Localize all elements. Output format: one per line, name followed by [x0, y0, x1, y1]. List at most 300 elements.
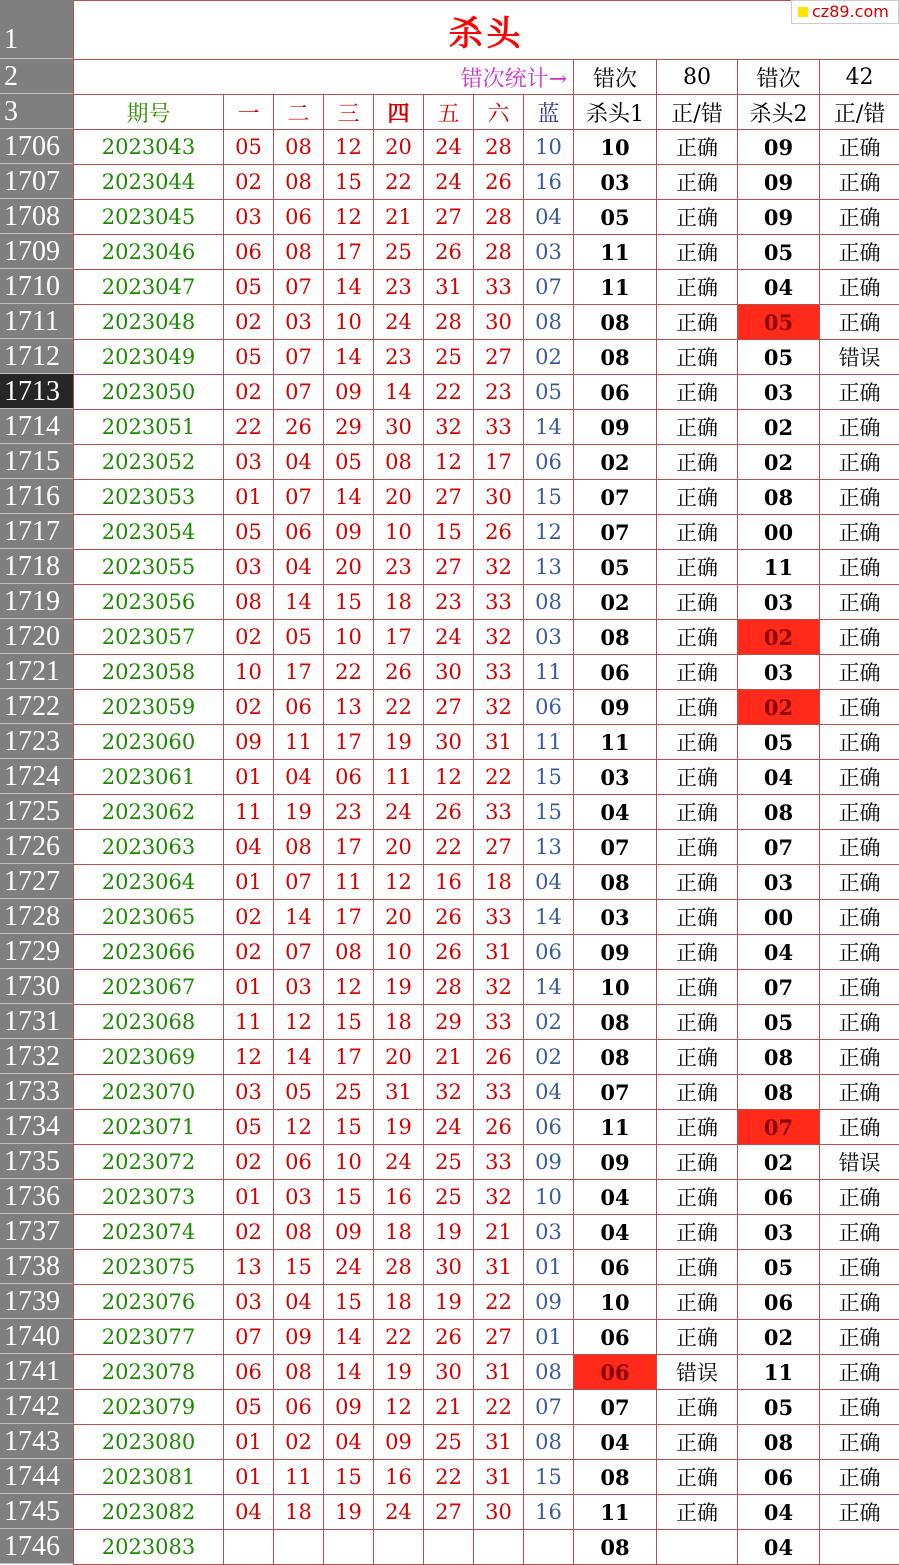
- red-ball-cell[interactable]: 32: [474, 550, 524, 585]
- kill-head-2-cell[interactable]: 06: [738, 1460, 820, 1495]
- red-ball-cell[interactable]: 21: [424, 1390, 474, 1425]
- result-2-cell[interactable]: 错误: [820, 1145, 899, 1180]
- red-ball-cell[interactable]: 01: [224, 1180, 274, 1215]
- kill-head-1-cell[interactable]: 07: [574, 480, 657, 515]
- red-ball-cell[interactable]: 22: [374, 165, 424, 200]
- result-1-cell[interactable]: 正确: [657, 690, 738, 725]
- result-1-cell[interactable]: 正确: [657, 1145, 738, 1180]
- period-cell[interactable]: 2023066: [74, 935, 224, 970]
- result-1-cell[interactable]: 正确: [657, 1040, 738, 1075]
- red-ball-cell[interactable]: 18: [374, 585, 424, 620]
- result-2-cell[interactable]: 正确: [820, 935, 899, 970]
- result-2-cell[interactable]: 正确: [820, 305, 899, 340]
- red-ball-cell[interactable]: 06: [324, 760, 374, 795]
- period-cell[interactable]: 2023082: [74, 1495, 224, 1530]
- red-ball-cell[interactable]: 21: [474, 1215, 524, 1250]
- red-ball-cell[interactable]: 14: [324, 270, 374, 305]
- red-ball-cell[interactable]: 10: [374, 515, 424, 550]
- blue-ball-cell[interactable]: 01: [524, 1320, 574, 1355]
- period-cell[interactable]: 2023077: [74, 1320, 224, 1355]
- red-ball-cell[interactable]: 03: [224, 200, 274, 235]
- row-number[interactable]: 1721: [0, 654, 73, 689]
- blue-ball-cell[interactable]: 08: [524, 305, 574, 340]
- red-ball-cell[interactable]: [274, 1530, 324, 1565]
- red-ball-cell[interactable]: 10: [374, 935, 424, 970]
- red-ball-cell[interactable]: 03: [224, 1285, 274, 1320]
- result-1-cell[interactable]: 正确: [657, 1075, 738, 1110]
- result-1-cell[interactable]: 正确: [657, 620, 738, 655]
- blue-ball-cell[interactable]: 01: [524, 1250, 574, 1285]
- kill-head-2-cell[interactable]: 07: [738, 830, 820, 865]
- red-ball-cell[interactable]: 02: [274, 1425, 324, 1460]
- result-1-cell[interactable]: 正确: [657, 1285, 738, 1320]
- red-ball-cell[interactable]: 24: [374, 305, 424, 340]
- red-ball-cell[interactable]: 09: [324, 515, 374, 550]
- row-number[interactable]: 1738: [0, 1249, 73, 1284]
- red-ball-cell[interactable]: 10: [324, 620, 374, 655]
- period-cell[interactable]: 2023073: [74, 1180, 224, 1215]
- result-2-cell[interactable]: 正确: [820, 375, 899, 410]
- red-ball-cell[interactable]: 09: [374, 1425, 424, 1460]
- row-number[interactable]: 1724: [0, 759, 73, 794]
- kill-head-2-cell[interactable]: 07: [738, 970, 820, 1005]
- red-ball-cell[interactable]: 26: [474, 165, 524, 200]
- kill-head-1-cell[interactable]: 09: [574, 410, 657, 445]
- kill-head-2-cell[interactable]: 05: [738, 1005, 820, 1040]
- column-header[interactable]: 正/错: [657, 95, 738, 130]
- kill-head-2-cell[interactable]: 03: [738, 1215, 820, 1250]
- kill-head-2-cell[interactable]: 09: [738, 200, 820, 235]
- result-1-cell[interactable]: 正确: [657, 1495, 738, 1530]
- red-ball-cell[interactable]: 15: [324, 1285, 374, 1320]
- red-ball-cell[interactable]: 15: [324, 1005, 374, 1040]
- period-cell[interactable]: 2023045: [74, 200, 224, 235]
- result-2-cell[interactable]: 正确: [820, 130, 899, 165]
- red-ball-cell[interactable]: 14: [274, 1040, 324, 1075]
- kill-head-1-cell[interactable]: 04: [574, 1215, 657, 1250]
- blue-ball-cell[interactable]: 10: [524, 130, 574, 165]
- blue-ball-cell[interactable]: 11: [524, 655, 574, 690]
- red-ball-cell[interactable]: 02: [224, 1145, 274, 1180]
- red-ball-cell[interactable]: 27: [474, 1320, 524, 1355]
- kill-head-1-cell[interactable]: 08: [574, 620, 657, 655]
- row-number[interactable]: 1742: [0, 1389, 73, 1424]
- red-ball-cell[interactable]: 28: [424, 305, 474, 340]
- kill-head-1-cell[interactable]: 08: [574, 1460, 657, 1495]
- result-2-cell[interactable]: 正确: [820, 795, 899, 830]
- red-ball-cell[interactable]: 28: [374, 1250, 424, 1285]
- period-cell[interactable]: 2023056: [74, 585, 224, 620]
- period-cell[interactable]: 2023044: [74, 165, 224, 200]
- red-ball-cell[interactable]: 22: [374, 690, 424, 725]
- red-ball-cell[interactable]: 15: [324, 585, 374, 620]
- result-2-cell[interactable]: 正确: [820, 1390, 899, 1425]
- red-ball-cell[interactable]: 31: [474, 1250, 524, 1285]
- red-ball-cell[interactable]: 25: [424, 340, 474, 375]
- red-ball-cell[interactable]: 30: [424, 725, 474, 760]
- red-ball-cell[interactable]: 22: [324, 655, 374, 690]
- red-ball-cell[interactable]: 01: [224, 480, 274, 515]
- result-1-cell[interactable]: 正确: [657, 445, 738, 480]
- blue-ball-cell[interactable]: 03: [524, 1215, 574, 1250]
- column-header[interactable]: 一: [224, 95, 274, 130]
- red-ball-cell[interactable]: 08: [324, 935, 374, 970]
- result-1-cell[interactable]: 正确: [657, 865, 738, 900]
- red-ball-cell[interactable]: 08: [274, 1215, 324, 1250]
- kill-head-2-cell[interactable]: 06: [738, 1285, 820, 1320]
- kill-head-1-cell[interactable]: 08: [574, 1005, 657, 1040]
- column-header[interactable]: 正/错: [820, 95, 899, 130]
- red-ball-cell[interactable]: 12: [324, 200, 374, 235]
- kill-head-1-cell[interactable]: 11: [574, 235, 657, 270]
- red-ball-cell[interactable]: 33: [474, 585, 524, 620]
- red-ball-cell[interactable]: 23: [374, 340, 424, 375]
- row-number[interactable]: 1746: [0, 1529, 73, 1564]
- blue-ball-cell[interactable]: 09: [524, 1285, 574, 1320]
- red-ball-cell[interactable]: 30: [374, 410, 424, 445]
- kill-head-2-cell[interactable]: 04: [738, 935, 820, 970]
- kill-head-1-cell[interactable]: 03: [574, 900, 657, 935]
- kill-head-1-cell[interactable]: 08: [574, 340, 657, 375]
- red-ball-cell[interactable]: 05: [324, 445, 374, 480]
- blue-ball-cell[interactable]: 16: [524, 1495, 574, 1530]
- red-ball-cell[interactable]: 28: [474, 200, 524, 235]
- blue-ball-cell[interactable]: 16: [524, 165, 574, 200]
- red-ball-cell[interactable]: 22: [374, 1320, 424, 1355]
- red-ball-cell[interactable]: 32: [474, 970, 524, 1005]
- kill-head-1-cell[interactable]: 08: [574, 305, 657, 340]
- red-ball-cell[interactable]: 25: [324, 1075, 374, 1110]
- red-ball-cell[interactable]: 17: [324, 900, 374, 935]
- red-ball-cell[interactable]: [424, 1530, 474, 1565]
- red-ball-cell[interactable]: 11: [374, 760, 424, 795]
- result-1-cell[interactable]: 正确: [657, 410, 738, 445]
- blue-ball-cell[interactable]: 06: [524, 445, 574, 480]
- error-count-label-1[interactable]: 错次: [574, 60, 657, 95]
- row-number[interactable]: 1739: [0, 1284, 73, 1319]
- kill-head-1-cell[interactable]: 06: [574, 375, 657, 410]
- kill-head-2-cell[interactable]: 11: [738, 1355, 820, 1390]
- column-header[interactable]: 蓝: [524, 95, 574, 130]
- red-ball-cell[interactable]: 07: [274, 935, 324, 970]
- row-number[interactable]: 1713: [0, 374, 73, 409]
- red-ball-cell[interactable]: 22: [474, 1390, 524, 1425]
- red-ball-cell[interactable]: 05: [224, 130, 274, 165]
- red-ball-cell[interactable]: 33: [474, 655, 524, 690]
- result-2-cell[interactable]: 正确: [820, 865, 899, 900]
- red-ball-cell[interactable]: 11: [324, 865, 374, 900]
- kill-head-2-cell[interactable]: 05: [738, 1250, 820, 1285]
- blue-ball-cell[interactable]: 15: [524, 760, 574, 795]
- red-ball-cell[interactable]: 23: [374, 550, 424, 585]
- column-header[interactable]: 三: [324, 95, 374, 130]
- red-ball-cell[interactable]: 02: [224, 935, 274, 970]
- red-ball-cell[interactable]: 03: [274, 1180, 324, 1215]
- result-2-cell[interactable]: 正确: [820, 1460, 899, 1495]
- blue-ball-cell[interactable]: 08: [524, 585, 574, 620]
- red-ball-cell[interactable]: 29: [424, 1005, 474, 1040]
- red-ball-cell[interactable]: 22: [474, 760, 524, 795]
- red-ball-cell[interactable]: 19: [374, 725, 424, 760]
- period-cell[interactable]: 2023072: [74, 1145, 224, 1180]
- kill-head-1-cell[interactable]: 09: [574, 935, 657, 970]
- red-ball-cell[interactable]: 02: [224, 1215, 274, 1250]
- result-2-cell[interactable]: 正确: [820, 1180, 899, 1215]
- row-number[interactable]: 2: [0, 59, 73, 94]
- kill-head-2-cell[interactable]: 11: [738, 550, 820, 585]
- red-ball-cell[interactable]: 09: [274, 1320, 324, 1355]
- red-ball-cell[interactable]: 24: [374, 795, 424, 830]
- row-number[interactable]: 1722: [0, 689, 73, 724]
- red-ball-cell[interactable]: 24: [424, 165, 474, 200]
- kill-head-2-cell[interactable]: 08: [738, 480, 820, 515]
- red-ball-cell[interactable]: 26: [424, 935, 474, 970]
- red-ball-cell[interactable]: 19: [424, 1215, 474, 1250]
- blue-ball-cell[interactable]: 04: [524, 200, 574, 235]
- kill-head-2-cell[interactable]: 02: [738, 690, 820, 725]
- period-cell[interactable]: 2023075: [74, 1250, 224, 1285]
- result-1-cell[interactable]: 正确: [657, 935, 738, 970]
- period-cell[interactable]: 2023043: [74, 130, 224, 165]
- result-2-cell[interactable]: 正确: [820, 1005, 899, 1040]
- red-ball-cell[interactable]: 20: [374, 130, 424, 165]
- red-ball-cell[interactable]: 09: [324, 1215, 374, 1250]
- kill-head-2-cell[interactable]: 08: [738, 795, 820, 830]
- period-cell[interactable]: 2023062: [74, 795, 224, 830]
- blue-ball-cell[interactable]: 06: [524, 1110, 574, 1145]
- red-ball-cell[interactable]: 02: [224, 900, 274, 935]
- kill-head-1-cell[interactable]: 03: [574, 760, 657, 795]
- period-cell[interactable]: 2023071: [74, 1110, 224, 1145]
- period-cell[interactable]: 2023068: [74, 1005, 224, 1040]
- blue-ball-cell[interactable]: 02: [524, 1005, 574, 1040]
- result-1-cell[interactable]: 正确: [657, 795, 738, 830]
- red-ball-cell[interactable]: 05: [224, 1390, 274, 1425]
- red-ball-cell[interactable]: 03: [274, 970, 324, 1005]
- red-ball-cell[interactable]: 20: [374, 480, 424, 515]
- row-number[interactable]: 1731: [0, 1004, 73, 1039]
- kill-head-1-cell[interactable]: 02: [574, 585, 657, 620]
- result-2-cell[interactable]: 正确: [820, 480, 899, 515]
- red-ball-cell[interactable]: 23: [324, 795, 374, 830]
- result-1-cell[interactable]: 正确: [657, 235, 738, 270]
- red-ball-cell[interactable]: 19: [374, 1355, 424, 1390]
- red-ball-cell[interactable]: 31: [474, 1425, 524, 1460]
- kill-head-2-cell[interactable]: 05: [738, 1390, 820, 1425]
- red-ball-cell[interactable]: 32: [424, 410, 474, 445]
- red-ball-cell[interactable]: 20: [374, 900, 424, 935]
- kill-head-1-cell[interactable]: 05: [574, 550, 657, 585]
- red-ball-cell[interactable]: 22: [474, 1285, 524, 1320]
- kill-head-2-cell[interactable]: 02: [738, 410, 820, 445]
- red-ball-cell[interactable]: 05: [224, 515, 274, 550]
- red-ball-cell[interactable]: 13: [324, 690, 374, 725]
- kill-head-1-cell[interactable]: 07: [574, 830, 657, 865]
- row-number[interactable]: 1710: [0, 269, 73, 304]
- row-number[interactable]: 1741: [0, 1354, 73, 1389]
- red-ball-cell[interactable]: 26: [474, 1040, 524, 1075]
- row-number[interactable]: 1707: [0, 164, 73, 199]
- result-1-cell[interactable]: [657, 1530, 738, 1565]
- red-ball-cell[interactable]: 07: [274, 340, 324, 375]
- red-ball-cell[interactable]: 09: [324, 1390, 374, 1425]
- red-ball-cell[interactable]: 19: [374, 970, 424, 1005]
- red-ball-cell[interactable]: [324, 1530, 374, 1565]
- result-2-cell[interactable]: 正确: [820, 165, 899, 200]
- result-2-cell[interactable]: 正确: [820, 900, 899, 935]
- red-ball-cell[interactable]: 18: [374, 1005, 424, 1040]
- red-ball-cell[interactable]: 18: [274, 1495, 324, 1530]
- kill-head-2-cell[interactable]: 02: [738, 445, 820, 480]
- red-ball-cell[interactable]: 06: [274, 515, 324, 550]
- red-ball-cell[interactable]: 26: [424, 1320, 474, 1355]
- result-1-cell[interactable]: 正确: [657, 585, 738, 620]
- blue-ball-cell[interactable]: 14: [524, 900, 574, 935]
- kill-head-2-cell[interactable]: 05: [738, 305, 820, 340]
- blue-ball-cell[interactable]: 13: [524, 550, 574, 585]
- kill-head-2-cell[interactable]: 05: [738, 340, 820, 375]
- kill-head-1-cell[interactable]: 10: [574, 970, 657, 1005]
- red-ball-cell[interactable]: 24: [424, 130, 474, 165]
- result-1-cell[interactable]: 正确: [657, 725, 738, 760]
- result-2-cell[interactable]: [820, 1530, 899, 1565]
- red-ball-cell[interactable]: 08: [224, 585, 274, 620]
- red-ball-cell[interactable]: 18: [374, 1215, 424, 1250]
- result-2-cell[interactable]: 正确: [820, 1075, 899, 1110]
- red-ball-cell[interactable]: 15: [274, 1250, 324, 1285]
- red-ball-cell[interactable]: 14: [274, 585, 324, 620]
- blue-ball-cell[interactable]: 10: [524, 1180, 574, 1215]
- kill-head-2-cell[interactable]: 02: [738, 620, 820, 655]
- kill-head-2-cell[interactable]: 02: [738, 1145, 820, 1180]
- result-2-cell[interactable]: 正确: [820, 620, 899, 655]
- red-ball-cell[interactable]: 29: [324, 410, 374, 445]
- red-ball-cell[interactable]: 12: [424, 760, 474, 795]
- red-ball-cell[interactable]: 08: [274, 235, 324, 270]
- period-cell[interactable]: 2023064: [74, 865, 224, 900]
- row-number[interactable]: 1730: [0, 969, 73, 1004]
- red-ball-cell[interactable]: [474, 1530, 524, 1565]
- column-header[interactable]: 期号: [74, 95, 224, 130]
- red-ball-cell[interactable]: 32: [474, 1180, 524, 1215]
- row-number[interactable]: 1714: [0, 409, 73, 444]
- red-ball-cell[interactable]: 20: [374, 830, 424, 865]
- row-number[interactable]: 1734: [0, 1109, 73, 1144]
- kill-head-2-cell[interactable]: 03: [738, 375, 820, 410]
- kill-head-2-cell[interactable]: 04: [738, 760, 820, 795]
- row-number[interactable]: 1723: [0, 724, 73, 759]
- kill-head-1-cell[interactable]: 07: [574, 1390, 657, 1425]
- red-ball-cell[interactable]: 17: [324, 830, 374, 865]
- blue-ball-cell[interactable]: 05: [524, 375, 574, 410]
- row-number[interactable]: 1729: [0, 934, 73, 969]
- red-ball-cell[interactable]: 18: [474, 865, 524, 900]
- red-ball-cell[interactable]: 09: [324, 375, 374, 410]
- red-ball-cell[interactable]: 20: [374, 1040, 424, 1075]
- kill-head-2-cell[interactable]: 09: [738, 130, 820, 165]
- red-ball-cell[interactable]: 23: [374, 270, 424, 305]
- red-ball-cell[interactable]: 08: [274, 165, 324, 200]
- result-1-cell[interactable]: 正确: [657, 1460, 738, 1495]
- red-ball-cell[interactable]: 11: [274, 1460, 324, 1495]
- row-number[interactable]: 1743: [0, 1424, 73, 1459]
- red-ball-cell[interactable]: 14: [324, 340, 374, 375]
- row-number[interactable]: 1720: [0, 619, 73, 654]
- row-number[interactable]: 1744: [0, 1459, 73, 1494]
- kill-head-1-cell[interactable]: 06: [574, 1355, 657, 1390]
- red-ball-cell[interactable]: 03: [224, 445, 274, 480]
- red-ball-cell[interactable]: 12: [324, 130, 374, 165]
- red-ball-cell[interactable]: 04: [274, 550, 324, 585]
- period-cell[interactable]: 2023063: [74, 830, 224, 865]
- red-ball-cell[interactable]: 27: [424, 480, 474, 515]
- red-ball-cell[interactable]: 33: [474, 900, 524, 935]
- red-ball-cell[interactable]: 12: [374, 1390, 424, 1425]
- kill-head-2-cell[interactable]: 00: [738, 900, 820, 935]
- result-2-cell[interactable]: 正确: [820, 200, 899, 235]
- red-ball-cell[interactable]: 08: [274, 830, 324, 865]
- red-ball-cell[interactable]: 14: [324, 480, 374, 515]
- period-cell[interactable]: 2023049: [74, 340, 224, 375]
- red-ball-cell[interactable]: 07: [274, 375, 324, 410]
- red-ball-cell[interactable]: 27: [424, 1495, 474, 1530]
- red-ball-cell[interactable]: 17: [274, 655, 324, 690]
- red-ball-cell[interactable]: 28: [474, 235, 524, 270]
- row-number[interactable]: 1735: [0, 1144, 73, 1179]
- red-ball-cell[interactable]: 11: [224, 795, 274, 830]
- red-ball-cell[interactable]: 01: [224, 1460, 274, 1495]
- row-number[interactable]: 1732: [0, 1039, 73, 1074]
- red-ball-cell[interactable]: 26: [424, 795, 474, 830]
- red-ball-cell[interactable]: 02: [224, 620, 274, 655]
- red-ball-cell[interactable]: 16: [424, 865, 474, 900]
- result-2-cell[interactable]: 正确: [820, 655, 899, 690]
- blue-ball-cell[interactable]: 09: [524, 1145, 574, 1180]
- result-2-cell[interactable]: 正确: [820, 585, 899, 620]
- blue-ball-cell[interactable]: 15: [524, 480, 574, 515]
- result-2-cell[interactable]: 正确: [820, 410, 899, 445]
- red-ball-cell[interactable]: 33: [474, 410, 524, 445]
- result-1-cell[interactable]: 正确: [657, 270, 738, 305]
- row-number[interactable]: 1: [0, 0, 73, 59]
- red-ball-cell[interactable]: 15: [324, 1110, 374, 1145]
- red-ball-cell[interactable]: 05: [224, 270, 274, 305]
- error-count-label-2[interactable]: 错次: [738, 60, 820, 95]
- kill-head-2-cell[interactable]: 04: [738, 270, 820, 305]
- result-2-cell[interactable]: 正确: [820, 235, 899, 270]
- red-ball-cell[interactable]: 12: [224, 1040, 274, 1075]
- result-2-cell[interactable]: 正确: [820, 1320, 899, 1355]
- kill-head-1-cell[interactable]: 06: [574, 1250, 657, 1285]
- blue-ball-cell[interactable]: 07: [524, 1390, 574, 1425]
- red-ball-cell[interactable]: 23: [474, 375, 524, 410]
- result-1-cell[interactable]: 正确: [657, 1215, 738, 1250]
- period-cell[interactable]: 2023079: [74, 1390, 224, 1425]
- kill-head-1-cell[interactable]: 03: [574, 165, 657, 200]
- error-stats-label[interactable]: 错次统计→: [74, 60, 574, 95]
- red-ball-cell[interactable]: 15: [424, 515, 474, 550]
- period-cell[interactable]: 2023059: [74, 690, 224, 725]
- red-ball-cell[interactable]: 26: [474, 515, 524, 550]
- red-ball-cell[interactable]: 17: [374, 620, 424, 655]
- red-ball-cell[interactable]: 16: [374, 1180, 424, 1215]
- result-1-cell[interactable]: 正确: [657, 340, 738, 375]
- result-2-cell[interactable]: 正确: [820, 690, 899, 725]
- row-number[interactable]: 1708: [0, 199, 73, 234]
- red-ball-cell[interactable]: 22: [424, 1460, 474, 1495]
- kill-head-1-cell[interactable]: 11: [574, 1110, 657, 1145]
- result-1-cell[interactable]: 正确: [657, 1320, 738, 1355]
